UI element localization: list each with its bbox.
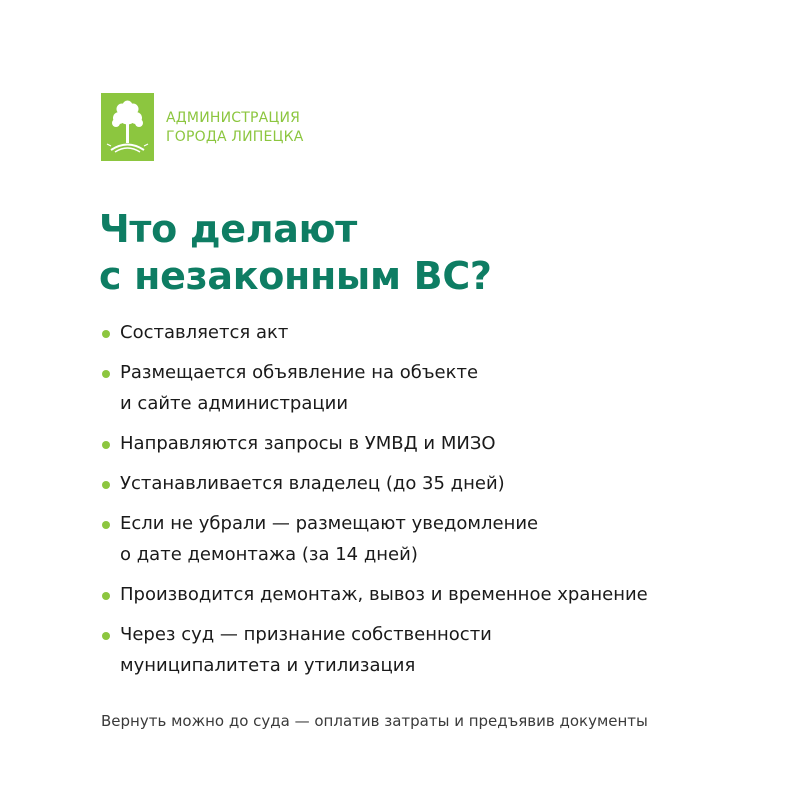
dot-bullet-icon xyxy=(102,521,110,529)
list-item xyxy=(102,508,742,570)
dot-bullet-icon xyxy=(102,330,110,338)
step-text-continued: о дате демонтажа (за 14 дней) xyxy=(120,544,418,565)
list-item xyxy=(102,317,742,348)
org-name-line2: ГОРОДА ЛИПЕЦКА xyxy=(166,129,304,145)
footnote: Вернуть можно до суда — оплатив затраты и предъявив документы xyxy=(101,712,648,730)
org-name-line1: АДМИНИСТРАЦИЯ xyxy=(166,110,301,126)
dot-bullet-icon xyxy=(102,370,110,378)
step-text: Через суд — признание собственности xyxy=(120,624,492,645)
list-item xyxy=(102,619,742,681)
step-text-continued: муниципалитета и утилизация xyxy=(120,655,416,676)
tree-emblem-icon xyxy=(101,93,154,161)
page-title xyxy=(99,206,492,300)
dot-bullet-icon xyxy=(102,632,110,640)
step-text: Составляется акт xyxy=(120,322,289,343)
step-text: Направляются запросы в УМВД и МИЗО xyxy=(120,433,496,454)
list-item xyxy=(102,468,742,499)
title-line1: Что делают xyxy=(99,207,357,251)
organization-name xyxy=(166,109,304,147)
dot-bullet-icon xyxy=(102,441,110,449)
title-line2: с незаконным ВС? xyxy=(99,254,492,298)
dot-bullet-icon xyxy=(102,481,110,489)
step-text: Если не убрали — размещают уведомление xyxy=(120,513,539,534)
list-item xyxy=(102,579,742,610)
list-item xyxy=(102,428,742,459)
step-text-continued: и сайте администрации xyxy=(120,393,349,414)
steps-list xyxy=(102,317,742,690)
step-text: Размещается объявление на объекте xyxy=(120,362,479,383)
step-text: Устанавливается владелец (до 35 дней) xyxy=(120,473,505,494)
dot-bullet-icon xyxy=(102,592,110,600)
list-item xyxy=(102,357,742,419)
step-text: Производится демонтаж, вывоз и временное хранение xyxy=(120,584,648,605)
